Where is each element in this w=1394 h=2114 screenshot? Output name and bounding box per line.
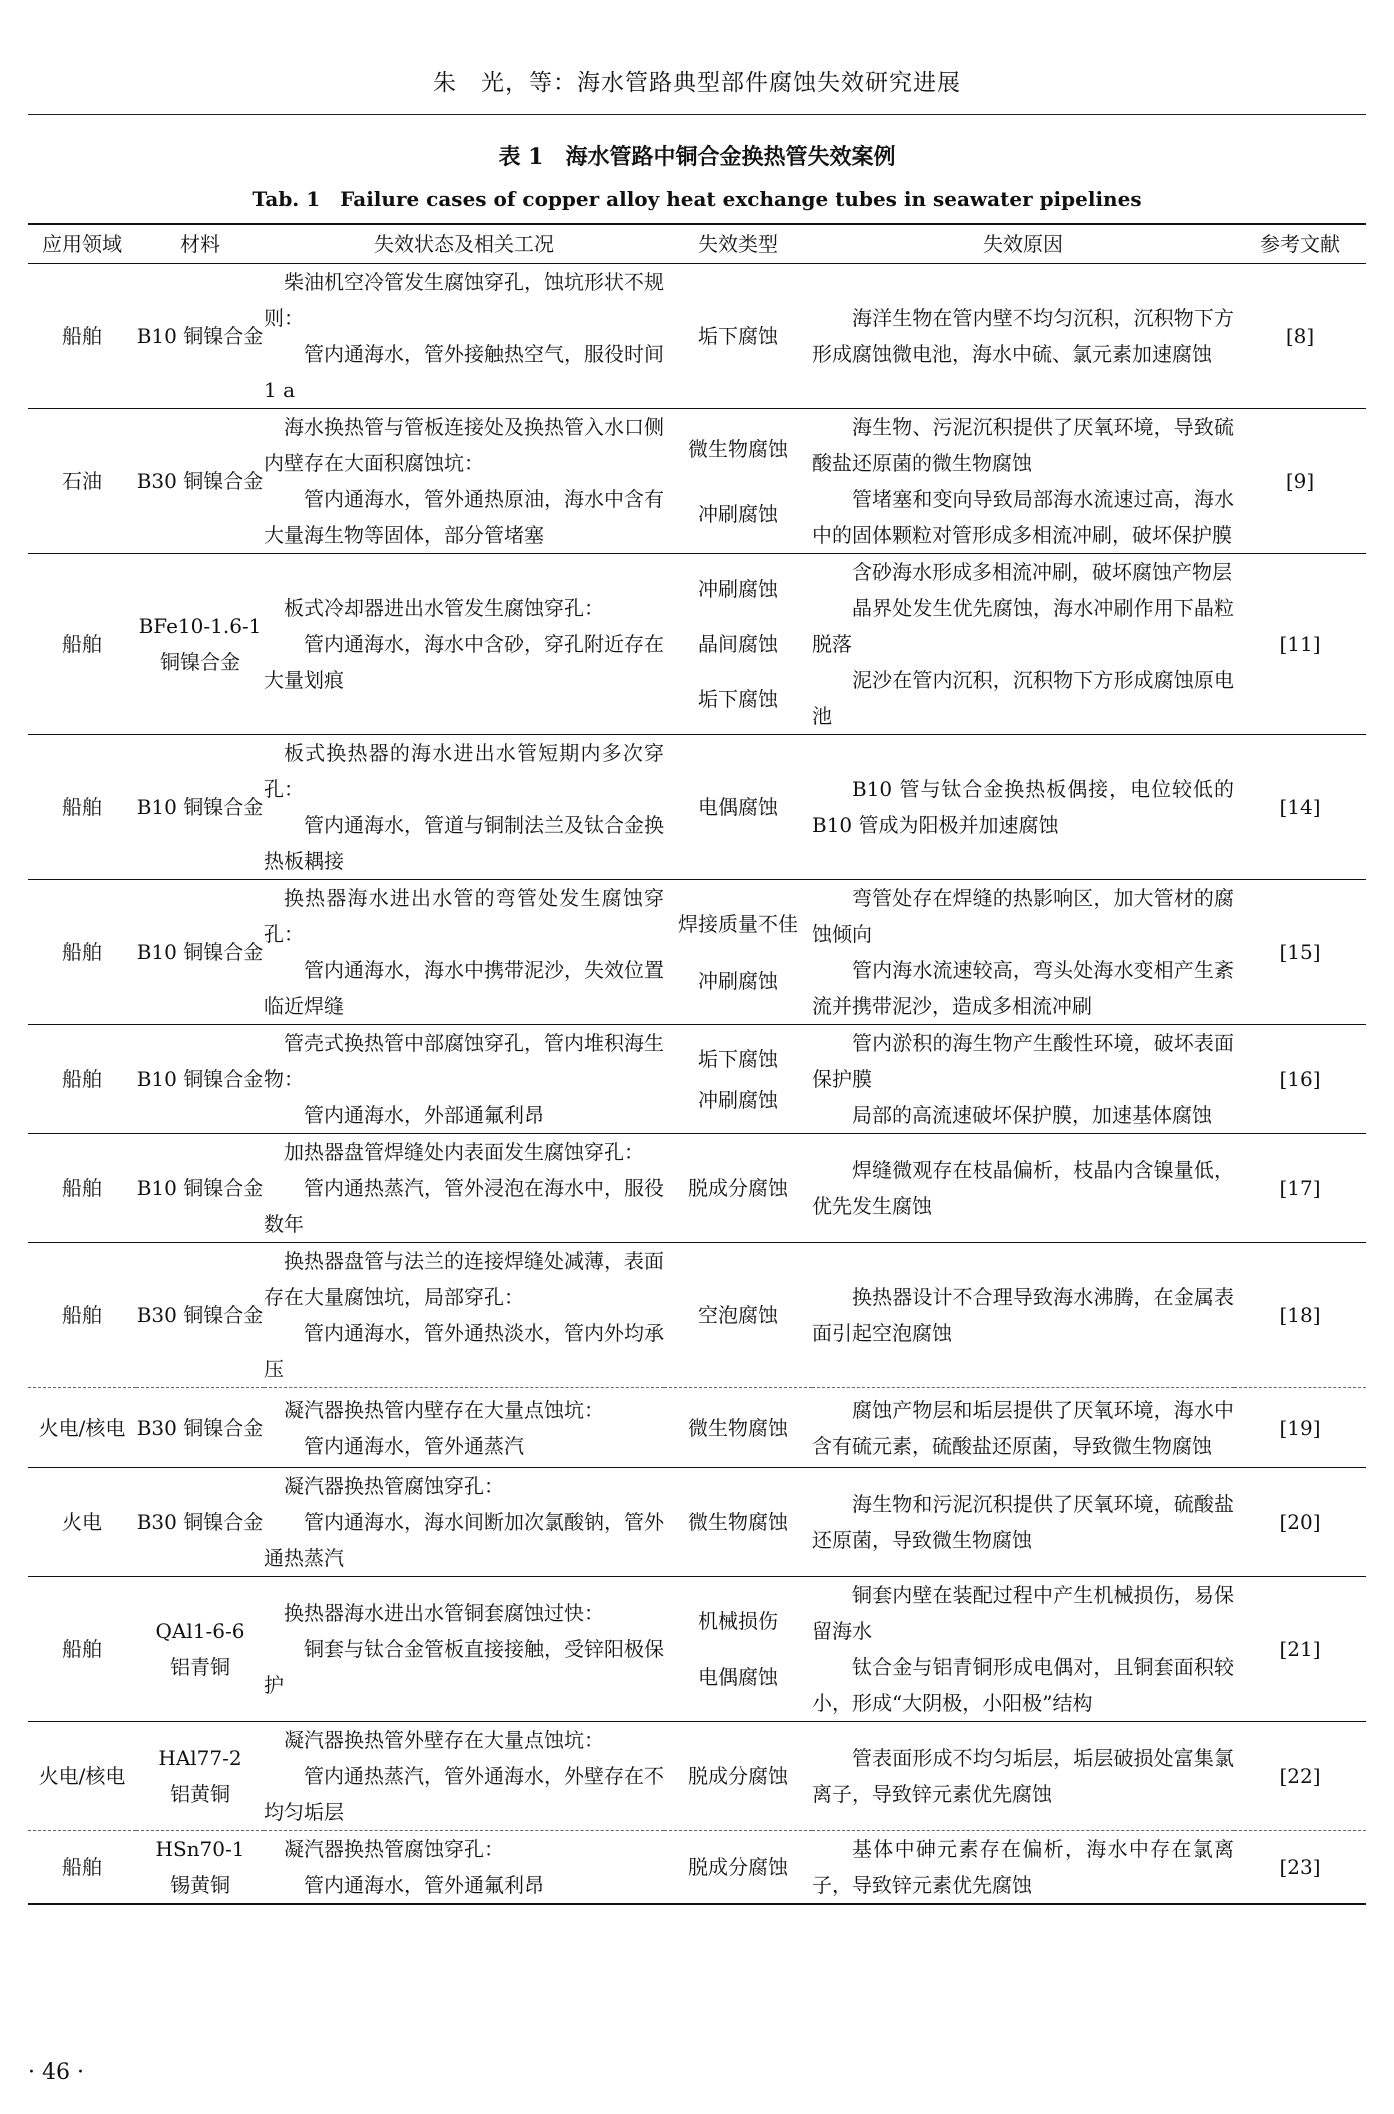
material-line: 锡黄铜 [170,1873,230,1897]
cell-reference: [16] [1279,1067,1321,1091]
table-row [28,1831,1366,1905]
running-head: 朱 光，等：海水管路典型部件腐蚀失效研究进展 [433,70,961,96]
cause-paragraph: 管表面形成不均匀垢层，垢层破损处富集氯离子，导致锌元素优先腐蚀 [812,1746,1234,1806]
cell-field: 船舶 [62,632,102,656]
failure-type: 晶间腐蚀 [698,632,778,656]
cell-material [136,1388,264,1468]
cause-paragraph: B10 管与钛合金换热板偶接，电位较低的 B10 管成为阳极并加速腐蚀 [812,777,1234,837]
condition-paragraph: 加热器盘管焊缝处内表面发生腐蚀穿孔： [284,1140,644,1164]
header-failure-cause: 失效原因 [812,224,1234,264]
cell-material [136,1577,264,1722]
cause-paragraph: 换热器设计不合理导致海水沸腾，在金属表面引起空泡腐蚀 [812,1285,1234,1345]
failure-type: 冲刷腐蚀 [698,1087,778,1112]
cell-field: 火电/核电 [38,1764,126,1788]
material-line: B30 铜镍合金 [136,1415,264,1440]
cause-paragraph: 海生物、污泥沉积提供了厌氧环境，导致硫酸盐还原菌的微生物腐蚀 [812,415,1234,475]
condition-paragraph: 管壳式换热管中部腐蚀穿孔，管内堆积海生物： [264,1031,664,1091]
cell-failure-cause [812,735,1234,880]
failure-type: 垢下腐蚀 [698,324,778,348]
condition-paragraph: 管内通海水，管外通热淡水，管内外均承压 [264,1321,664,1381]
failure-type: 机械损伤 [698,1609,778,1633]
cause-paragraph: 局部的高流速破坏保护膜，加速基体腐蚀 [852,1103,1212,1127]
condition-paragraph: 管内通海水，海水间断加次氯酸钠，管外通热蒸汽 [264,1510,664,1570]
cell-failure-cause [812,880,1234,1025]
cell-failure-condition [264,1134,664,1243]
condition-paragraph: 凝汽器换热管外壁存在大量点蚀坑： [284,1728,604,1752]
cell-failure-condition [264,880,664,1025]
material-line: B30 铜镍合金 [136,1303,264,1327]
cell-failure-type [664,1577,812,1722]
failure-type: 微生物腐蚀 [688,436,788,461]
cell-material [136,1025,264,1134]
cell-failure-cause [812,264,1234,409]
cell-failure-cause [812,1722,1234,1831]
condition-paragraph: 换热器海水进出水管的弯管处发生腐蚀穿孔： [264,886,664,946]
cell-reference: [15] [1279,940,1321,964]
failure-type: 电偶腐蚀 [698,795,778,819]
material-line: HAl77-2 [158,1746,242,1770]
condition-paragraph: 管内通海水，外部通氟利昂 [304,1103,544,1127]
cell-failure-cause [812,554,1234,735]
condition-paragraph: 管内通热蒸汽，管外浸泡在海水中，服役数年 [264,1176,664,1236]
cell-field: 船舶 [28,1831,136,1905]
table-row [28,1134,1366,1243]
cell-failure-type [664,264,812,409]
cell-field: 火电 [62,1510,102,1534]
cell-reference: [11] [1279,632,1321,656]
cell-material [136,1831,264,1905]
cell-failure-type [664,1243,812,1388]
cell-failure-condition [264,409,664,554]
material-line: 铝黄铜 [170,1782,230,1806]
cause-paragraph: 焊缝微观存在枝晶偏析，枝晶内含镍量低，优先发生腐蚀 [812,1158,1234,1218]
cause-paragraph: 管内海水流速较高，弯头处海水变相产生紊流并携带泥沙，造成多相流冲刷 [812,958,1234,1018]
cell-failure-condition [264,1577,664,1722]
cell-field: 船舶 [62,1067,102,1091]
condition-paragraph: 管内通海水，管道与铜制法兰及钛合金换热板耦接 [264,813,664,873]
cell-field: 船舶 [62,940,102,964]
table-title-cn: 表 1 海水管路中铜合金换热管失效案例 [498,144,896,170]
cell-reference: [18] [1279,1303,1321,1327]
cell-reference: [20] [1279,1510,1321,1534]
page-number: · 46 · [28,2060,84,2085]
cause-paragraph: 晶界处发生优先腐蚀，海水冲刷作用下晶粒脱落 [812,596,1234,656]
condition-paragraph: 管内通海水，管外通热原油，海水中含有大量海生物等固体，部分管堵塞 [264,487,664,547]
cell-field: 船舶 [62,1176,102,1200]
cell-failure-cause [812,409,1234,554]
condition-paragraph: 铜套与钛合金管板直接接触，受锌阳极保护 [264,1637,664,1697]
cell-reference: [19] [1234,1388,1366,1468]
cell-field: 船舶 [62,1637,102,1661]
cause-paragraph: 海洋生物在管内壁不均匀沉积，沉积物下方形成腐蚀微电池，海水中硫、氯元素加速腐蚀 [812,306,1234,366]
cell-failure-cause [812,1388,1234,1468]
cause-paragraph: 管内淤积的海生物产生酸性环境，破坏表面保护膜 [812,1031,1234,1091]
cell-field: 船舶 [62,1303,102,1327]
cell-failure-cause [812,1468,1234,1577]
cell-failure-cause [812,1243,1234,1388]
table-row [28,554,1366,735]
cell-reference: [14] [1279,795,1321,819]
cell-failure-condition [264,1025,664,1134]
failure-type: 微生物腐蚀 [688,1510,788,1534]
cell-reference: [22] [1279,1764,1321,1788]
failure-cases-table [28,223,1366,1905]
cell-failure-cause [812,1577,1234,1722]
material-line: B10 铜镍合金 [136,795,264,819]
table-row [28,735,1366,880]
cell-failure-condition [264,1831,664,1905]
cell-reference: [9] [1285,469,1315,493]
header-rule [28,114,1366,115]
failure-type: 空泡腐蚀 [698,1303,778,1327]
cell-material [136,1243,264,1388]
table-row [28,1025,1366,1134]
cell-failure-type [664,1468,812,1577]
cell-failure-condition [264,735,664,880]
material-line: B10 铜镍合金 [136,1067,264,1091]
material-line: QAl1-6-6 [155,1619,245,1643]
condition-paragraph: 管内通海水，管外通氟利昂 [304,1873,544,1897]
material-line: HSn70-1 [155,1837,245,1861]
table-row [28,1388,1366,1468]
cell-material [136,880,264,1025]
condition-paragraph: 管内通海水，管外接触热空气，服役时间 1 a [264,342,664,402]
cell-failure-condition [264,1388,664,1468]
failure-type: 脱成分腐蚀 [688,1855,788,1879]
cell-field: 船舶 [62,324,102,348]
cell-reference: [21] [1279,1637,1321,1661]
material-line: BFe10-1.6-1 [138,614,262,638]
cell-material [136,735,264,880]
condition-paragraph: 换热器盘管与法兰的连接焊缝处减薄，表面存在大量腐蚀坑，局部穿孔： [264,1249,664,1309]
failure-type: 垢下腐蚀 [698,687,778,711]
condition-paragraph: 板式冷却器进出水管发生腐蚀穿孔： [284,596,604,620]
failure-type: 脱成分腐蚀 [688,1764,788,1788]
material-line: B30 铜镍合金 [136,1510,264,1534]
failure-type: 微生物腐蚀 [688,1415,788,1440]
header-field: 应用领域 [28,224,136,264]
header-material: 材料 [136,224,264,264]
failure-type: 焊接质量不佳 [678,911,798,936]
header-failure-condition: 失效状态及相关工况 [264,224,664,264]
cause-paragraph: 管堵塞和变向导致局部海水流速过高，海水中的固体颗粒对管形成多相流冲刷，破坏保护膜 [812,487,1234,547]
cell-material [136,264,264,409]
cell-failure-type [664,1025,812,1134]
cell-failure-condition [264,554,664,735]
cell-failure-condition [264,1722,664,1831]
condition-paragraph: 换热器海水进出水管铜套腐蚀过快： [284,1601,604,1625]
cause-paragraph: 海生物和污泥沉积提供了厌氧环境，硫酸盐还原菌，导致微生物腐蚀 [812,1492,1234,1552]
condition-paragraph: 凝汽器换热管腐蚀穿孔： [284,1474,504,1498]
cause-paragraph: 含砂海水形成多相流冲刷，破坏腐蚀产物层 [852,560,1232,584]
table-row [28,409,1366,554]
cell-failure-type [664,1722,812,1831]
condition-paragraph: 凝汽器换热管内壁存在大量点蚀坑： [284,1397,604,1422]
table-title-en: Tab. 1 Failure cases of copper alloy heat exchange tubes in seawater pipelines [252,187,1142,211]
condition-paragraph: 凝汽器换热管腐蚀穿孔： [284,1837,504,1861]
cell-failure-condition [264,1243,664,1388]
cell-failure-cause [812,1831,1234,1905]
cause-paragraph: 铜套内壁在装配过程中产生机械损伤，易保留海水 [812,1583,1234,1643]
cell-failure-type [664,1388,812,1468]
cell-failure-type [664,735,812,880]
header-failure-type: 失效类型 [664,224,812,264]
failure-type: 脱成分腐蚀 [688,1176,788,1200]
cell-failure-type [664,409,812,554]
cell-reference: [23] [1234,1831,1366,1905]
condition-paragraph: 板式换热器的海水进出水管短期内多次穿孔： [264,741,664,801]
condition-paragraph: 管内通热蒸汽，管外通海水，外壁存在不均匀垢层 [264,1764,664,1824]
cell-field: 船舶 [62,795,102,819]
failure-type: 电偶腐蚀 [698,1665,778,1689]
table-row [28,1577,1366,1722]
cell-material [136,1468,264,1577]
cell-material [136,554,264,735]
cell-failure-cause [812,1134,1234,1243]
cell-material [136,409,264,554]
condition-paragraph: 柴油机空冷管发生腐蚀穿孔，蚀坑形状不规则： [264,270,664,330]
condition-paragraph: 管内通海水，海水中携带泥沙，失效位置临近焊缝 [264,958,664,1018]
table-row [28,264,1366,409]
cause-paragraph: 泥沙在管内沉积，沉积物下方形成腐蚀原电池 [812,668,1234,728]
cause-paragraph: 钛合金与铝青铜形成电偶对，且铜套面积较小，形成“大阴极，小阳极”结构 [812,1655,1234,1715]
material-line: B10 铜镍合金 [136,1176,264,1200]
cell-failure-type [664,1831,812,1905]
condition-paragraph: 海水换热管与管板连接处及换热管入水口侧内壁存在大面积腐蚀坑： [264,415,664,475]
failure-type: 冲刷腐蚀 [698,968,778,993]
cell-field: 火电/核电 [28,1388,136,1468]
failure-type: 垢下腐蚀 [698,1046,778,1071]
cell-failure-condition [264,264,664,409]
table-header-row [28,224,1366,264]
cell-material [136,1722,264,1831]
material-line: 铝青铜 [170,1655,230,1679]
material-line: 铜镍合金 [160,650,240,674]
failure-type: 冲刷腐蚀 [698,501,778,526]
cell-failure-type [664,554,812,735]
cell-failure-cause [812,1025,1234,1134]
header-reference: 参考文献 [1234,224,1366,264]
cause-paragraph: 基体中砷元素存在偏析，海水中存在氯离子，导致锌元素优先腐蚀 [812,1837,1234,1897]
material-line: B10 铜镍合金 [136,324,264,348]
cell-failure-type [664,880,812,1025]
material-line: B10 铜镍合金 [136,940,264,964]
cell-reference: [17] [1279,1176,1321,1200]
cause-paragraph: 弯管处存在焊缝的热影响区，加大管材的腐蚀倾向 [812,886,1234,946]
table-row [28,1243,1366,1388]
condition-paragraph: 管内通海水，海水中含砂，穿孔附近存在大量划痕 [264,632,664,692]
cell-field: 石油 [62,469,102,493]
failure-type: 冲刷腐蚀 [698,577,778,601]
cell-reference: [8] [1285,324,1315,348]
cell-material [136,1134,264,1243]
table-row [28,1722,1366,1831]
table-row [28,880,1366,1025]
material-line: B30 铜镍合金 [136,469,264,493]
cell-failure-type [664,1134,812,1243]
table-row [28,1468,1366,1577]
cell-failure-condition [264,1468,664,1577]
cause-paragraph: 腐蚀产物层和垢层提供了厌氧环境，海水中含有硫元素，硫酸盐还原菌，导致微生物腐蚀 [812,1397,1234,1458]
condition-paragraph: 管内通海水，管外通蒸汽 [304,1433,524,1458]
